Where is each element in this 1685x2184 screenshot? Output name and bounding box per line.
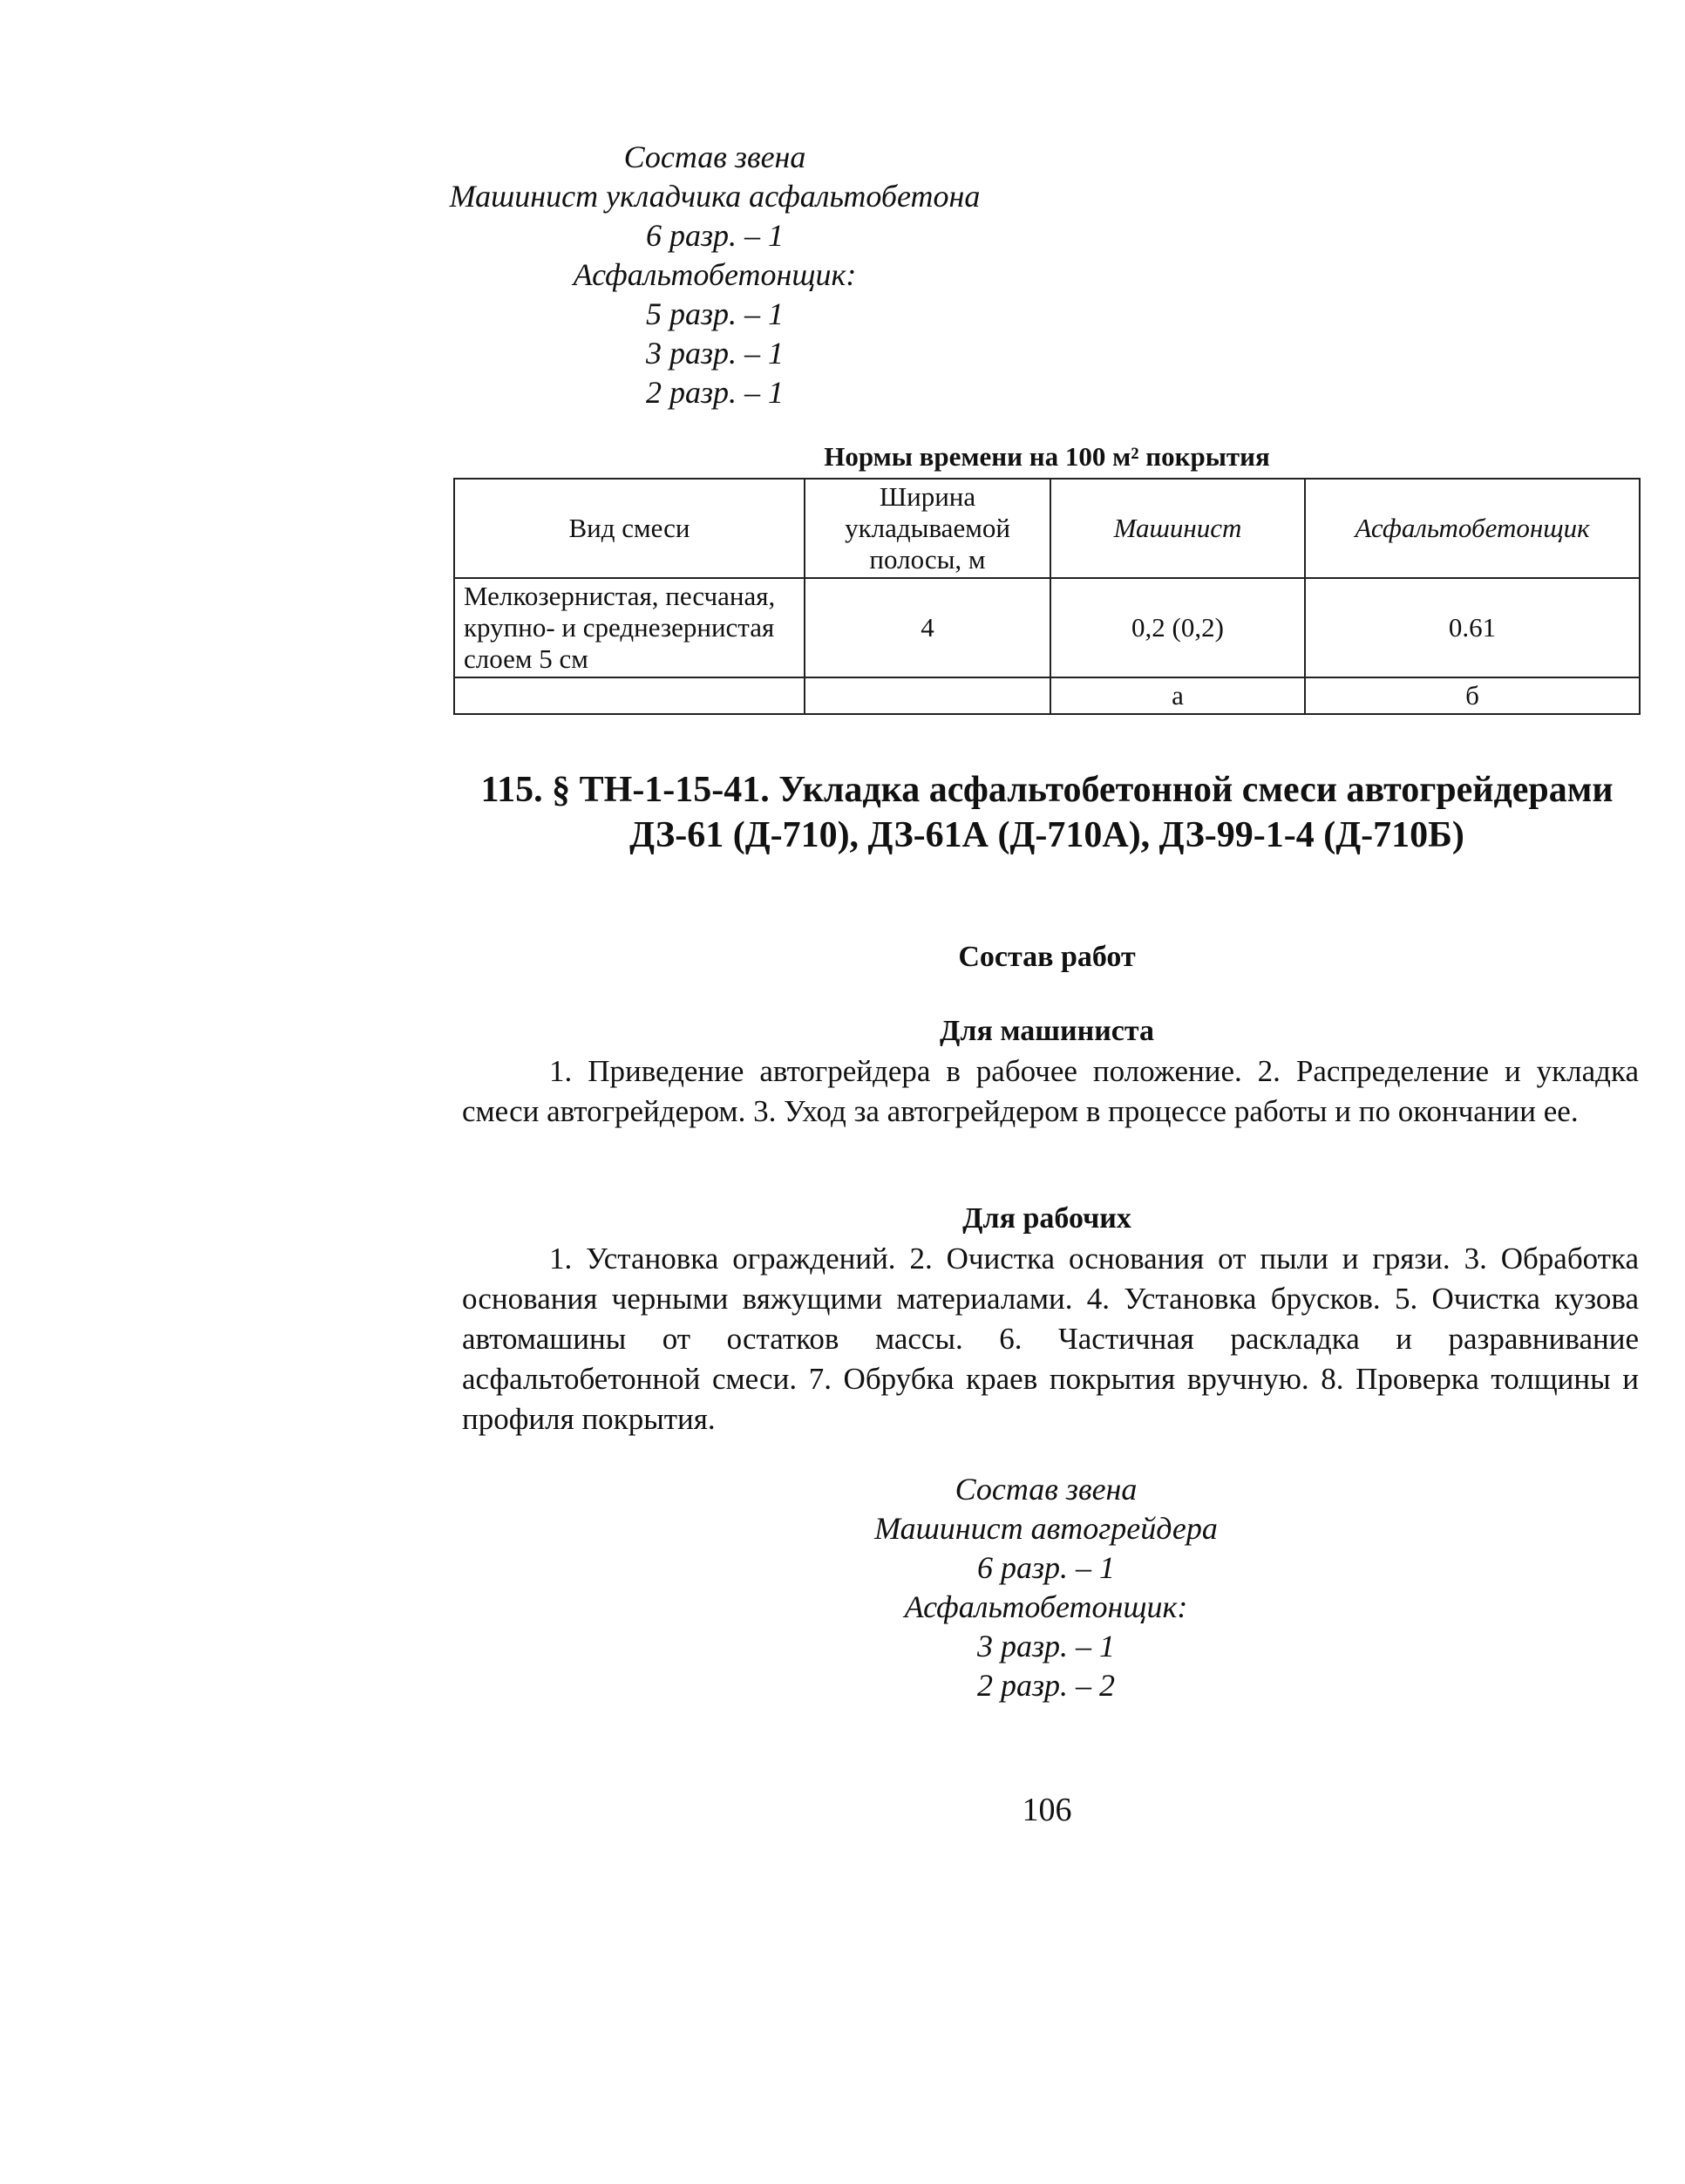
index-cell <box>805 677 1050 714</box>
crew-title: Состав звена <box>623 139 806 174</box>
crew-composition-top <box>366 138 1063 412</box>
header-strip-width: Ширина укладываемой полосы, м <box>805 479 1050 578</box>
crew-line: Машинист автогрейдера <box>874 1511 1218 1546</box>
crew-line: 3 разр. – 1 <box>645 336 785 371</box>
cell-asphalt-worker: 0.61 <box>1305 578 1640 677</box>
crew-line: 2 разр. – 2 <box>976 1668 1116 1703</box>
cell-strip-width: 4 <box>805 578 1050 677</box>
index-cell: а <box>1050 677 1305 714</box>
page-number: 106 <box>1022 1792 1072 1828</box>
table-header-row <box>454 479 1640 578</box>
crew-line: 2 разр. – 1 <box>645 375 785 410</box>
header-asphalt-worker: Асфальтобетонщик <box>1305 479 1640 578</box>
norms-table <box>453 478 1641 715</box>
crew-line: 6 разр. – 1 <box>976 1550 1116 1585</box>
cell-mix-type: Мелкозернистая, песчаная, крупно- и среднезернистая слоем 5 см <box>454 578 805 677</box>
crew-line: Асфальтобетонщик: <box>573 257 857 292</box>
workers-paragraph: 1. Установка ограждений. 2. Очистка основания от пыли и грязи. 3. Обработка основания черными вяжущими материалами. 4. Установка брусков. 5. Очистка кузова автомашины от остатков массы. 6. Частичная раскладка и разравнивание асфальтобетонной смеси. 7. Обрубка краев покрытия вручную. 8. Проверка толщины и профиля покрытия. <box>462 1242 1639 1436</box>
crew-line: Машинист укладчика асфальтобетона <box>449 179 981 214</box>
crew-composition-bottom <box>697 1470 1395 1705</box>
index-cell: б <box>1305 677 1640 714</box>
crew-line: Асфальтобетонщик: <box>904 1589 1188 1624</box>
table-title: Нормы времени на 100 м² покрытия <box>824 441 1270 472</box>
driver-heading: Для машиниста <box>940 1015 1154 1047</box>
crew-line: 3 разр. – 1 <box>976 1629 1116 1664</box>
works-heading: Состав работ <box>958 941 1136 973</box>
table-row <box>454 578 1640 677</box>
header-mix-type: Вид смеси <box>454 479 805 578</box>
table-index-row <box>454 677 1640 714</box>
index-cell <box>454 677 805 714</box>
driver-paragraph: 1. Приведение автогрейдера в рабочее положение. 2. Распределение и укладка смеси автогрейдером. 3. Уход за автогрейдером в процессе работы и по окончании ее. <box>462 1054 1639 1128</box>
crew-line: 5 разр. – 1 <box>645 296 785 331</box>
cell-machinist: 0,2 (0,2) <box>1050 578 1305 677</box>
section-title: 115. § ТН-1-15-41. Укладка асфальтобетонной смеси автогрейдерами ДЗ-61 (Д-710), ДЗ-61А (Д-710А), ДЗ-99-1-4 (Д-710Б) <box>480 770 1614 855</box>
crew-line: 6 разр. – 1 <box>645 218 785 253</box>
header-machinist: Машинист <box>1050 479 1305 578</box>
crew-title: Состав звена <box>955 1472 1138 1507</box>
workers-heading: Для рабочих <box>962 1202 1131 1235</box>
